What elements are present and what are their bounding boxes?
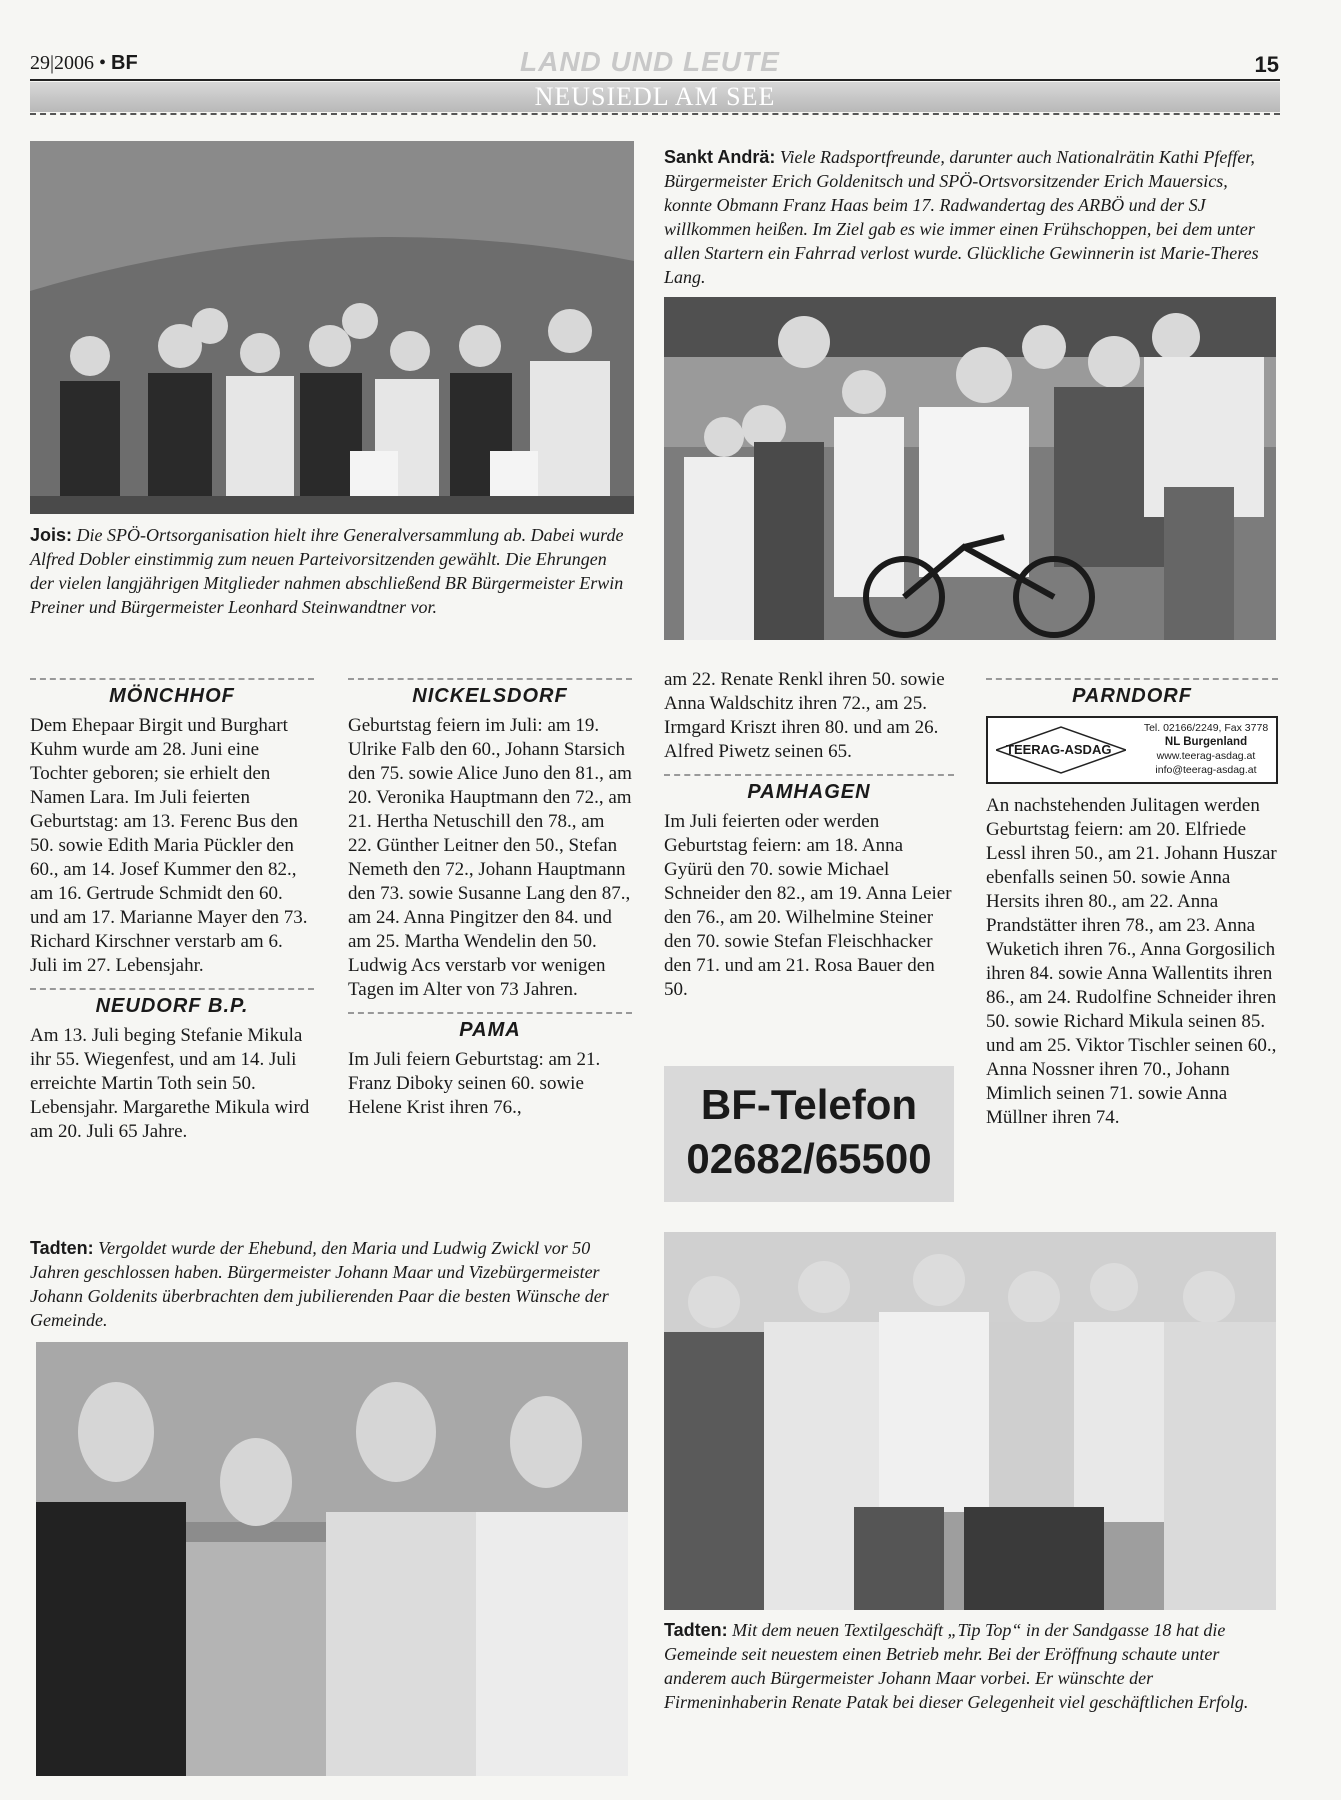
column-2: [348, 672, 632, 1120]
photo-tadten-golden-wedding: [36, 1342, 628, 1776]
caption-jois-place: Jois:: [30, 525, 73, 545]
ad-email: info@teerag-asdag.at: [1155, 764, 1257, 776]
bf-telefon-box: [664, 1066, 954, 1202]
column-4: [986, 672, 1278, 1130]
ad-web: www.teerag-asdag.at: [1156, 750, 1256, 762]
column-1: [30, 672, 314, 1144]
teerag-asdag-logo-text: TEERAG-ASDAG: [1006, 742, 1112, 757]
photo-jois-illustration: [30, 141, 634, 514]
photo-sankt-andrae-bike: [664, 297, 1276, 640]
section-title: LAND UND LEUTE: [520, 46, 780, 77]
photo-sankt-andrae-illustration: [664, 297, 1276, 640]
section-heading-nickelsdorf: NICKELSDORF: [348, 678, 632, 708]
caption-jois-text: Die SPÖ-Ortsorganisation hielt ihre Generalversammlung ab. Dabei wurde Alfred Dobler einstimmig zum neuen Parteivorsitzenden gewählt. Die Ehrungen der vielen langjährigen Mitglieder nahmen abschließend BR Bürgermeister Erwin Preiner und Bürgermeister Leonhard Steinwandtner vor.: [30, 525, 624, 617]
caption-tadten2-text: Mit dem neuen Textilgeschäft „Tip Top“ in der Sandgasse 18 hat die Gemeinde seit neuestem einen Betrieb mehr. Bei der Eröffnung schaute unter anderem auch Bürgermeister Johann Maar vorbei. Er wünschte der Firmeninhaberin Renate Patak bei dieser Gelegenheit viel geschäftlichen Erfolg.: [664, 1620, 1249, 1712]
issue-line: [30, 52, 138, 75]
article-neudorf: Am 13. Juli beging Stefanie Mikula ihr 55. Wiegenfest, und am 14. Juli erreichte Martin Toth sein 50. Lebensjahr. Margarethe Mikula wird am 20. Juli 65 Jahre.: [30, 1025, 310, 1142]
column-3: [664, 668, 954, 1002]
bullet-separator: •: [99, 52, 107, 74]
photo-tadten-wedding-illustration: [36, 1342, 628, 1776]
article-parndorf: An nachstehenden Julitagen werden Geburtstag feiern: am 20. Elfriede Lessl ihren 50., am 21. Johann Huszar ebenfalls seinen 50. sowie Anna Hersits ihren 80., am 22. Anna Prandstätter ihren 78., am 23. Anna Wuketich ihren 76., Anna Gorgosilich ihren 84. sowie Anna Wallentits ihren 86., am 24. Rudolfine Schneider ihren 50. sowie Richard Mikula seinen 85. und am 25. Viktor Tischler seinen 60., Anna Nossner ihren 70., Johann Mimlich seinen 71. sowie Anna Müllner ihren 74.: [986, 795, 1277, 1128]
section-heading-parndorf: PARNDORF: [986, 678, 1278, 708]
caption-sankt-andrae: [664, 145, 1276, 289]
teerag-asdag-ad: [986, 716, 1278, 784]
section-heading-pama: PAMA: [348, 1012, 632, 1042]
header-rule: [30, 79, 1280, 81]
photo-tadten-tiptop-illustration: [664, 1232, 1276, 1610]
bf-telefon-number: 02682/65500: [686, 1135, 932, 1182]
header-dashed-rule: [30, 113, 1280, 115]
article-pama: Im Juli feiern Geburtstag: am 21. Franz Diboky seinen 60. sowie Helene Krist ihren 76.,: [348, 1049, 601, 1118]
ad-phone: Tel. 02166/2249, Fax 3778: [1143, 722, 1269, 734]
photo-jois-group: [30, 141, 634, 514]
page-number: 15: [1254, 52, 1279, 77]
ad-contact: [1138, 721, 1274, 777]
caption-tadten-golden-wedding: [30, 1236, 634, 1332]
article-moenchhof: Dem Ehepaar Birgit und Burghart Kuhm wurde am 28. Juni eine Tochter geboren; sie erhielt den Namen Lara. Im Juli feierten Geburtstag: am 13. Ferenc Bus den 50. sowie Edith Maria Pückler den 60., am 14. Josef Kummer den 82., am 16. Gertrude Schmidt den 60. und am 17. Marianne Mayer den 73. Richard Kirschner verstarb am 6. Juli im 27. Lebensjahr.: [30, 715, 308, 976]
caption-sankt-andrae-place: Sankt Andrä:: [664, 147, 776, 167]
paper-name: BF: [111, 52, 138, 74]
ad-region: NL Burgenland: [1164, 736, 1248, 748]
section-heading-moenchhof: MÖNCHHOF: [30, 678, 314, 708]
article-nickelsdorf: Geburtstag feiern im Juli: am 19. Ulrike Falb den 60., Johann Starsich den 75. sowie Alice Juno den 81., am 20. Veronika Hauptmann den 72., am 21. Hertha Netuschill den 78., am 22. Günther Leitner den 50., Stefan Nemeth den 72., Johann Hauptmann den 73. sowie Susanne Lang den 87., am 24. Anna Pingitzer den 84. und am 25. Martha Wendelin den 50. Ludwig Acs verstarb vor wenigen Tagen im Alter von 73 Jahren.: [348, 715, 632, 1000]
caption-sankt-andrae-text: Viele Radsportfreunde, darunter auch Nationalrätin Kathi Pfeffer, Bürgermeister Erich Goldenitsch und SPÖ-Ortsvorsitzender Erich Mauersics, konnte Obmann Franz Haas beim 17. Radwandertag des ARBÖ und der SJ willkommen heißen. Im Ziel gab es wie immer einen Frühschoppen, bei dem unter allen Startern ein Fahrrad verlost wurde. Glückliche Gewinnerin ist Marie-Theres Lang.: [664, 147, 1259, 287]
photo-tadten-tip-top: [664, 1232, 1276, 1610]
bf-telefon-title: BF-Telefon: [700, 1081, 918, 1128]
caption-tadten1-place: Tadten:: [30, 1238, 94, 1258]
caption-tadten1-text: Vergoldet wurde der Ehebund, den Maria und Ludwig Zwickl vor 50 Jahren geschlossen haben. Bürgermeister Johann Maar und Vizebürgermeister Johann Goldenits überbrachten dem jubilierenden Paar die besten Wünsche der Gemeinde.: [30, 1238, 609, 1330]
section-heading-neudorf: NEUDORF B.P.: [30, 988, 314, 1018]
caption-jois: [30, 523, 634, 619]
issue-number: 29|2006: [30, 52, 95, 74]
article-pamhagen: Im Juli feierten oder werden Geburtstag feiern: am 18. Anna Gyürü den 70. sowie Michael Schneider den 82., am 19. Anna Leier den 76., am 20. Wilhelmine Steiner den 70. sowie Stefan Fleischhacker den 71. und am 21. Rosa Bauer den 50.: [664, 811, 952, 1000]
article-pama-continued: am 22. Renate Renkl ihren 50. sowie Anna Waldschitz ihren 72., am 25. Irmgard Kriszt ihren 80. und am 26. Alfred Piwetz seinen 65.: [664, 669, 945, 762]
section-heading-pamhagen: PAMHAGEN: [664, 774, 954, 804]
region-title: NEUSIEDL AM SEE: [534, 82, 776, 111]
caption-tadten-tip-top: [664, 1618, 1276, 1714]
caption-tadten2-place: Tadten:: [664, 1620, 728, 1640]
